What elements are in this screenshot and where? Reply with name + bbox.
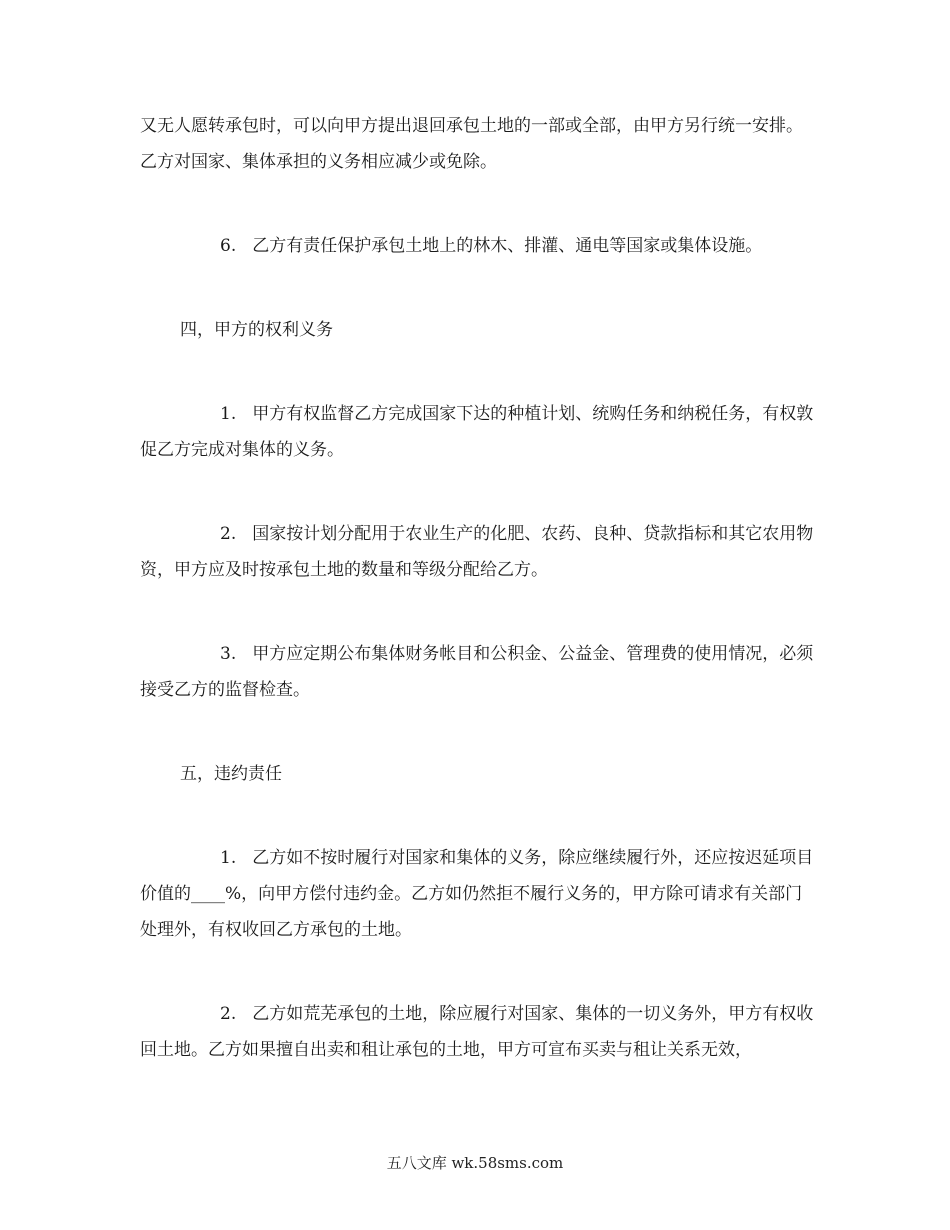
paragraph-item-4-2 [140,516,816,588]
paragraph-text: 甲方有权监督乙方完成国家下达的种植计划、统购任务和纳税任务，有权敦促乙方完成对集体的义务。 [140,404,814,460]
paragraph-item-4-3 [140,636,816,708]
paragraph-item-4-1 [140,396,816,468]
section-heading-5 [140,756,816,792]
heading-text: 四，甲方的权利义务 [180,320,333,340]
paragraph-text: 乙方有责任保护承包土地上的林木、排灌、通电等国家或集体设施。 [252,236,763,256]
item-number: 2. [220,524,237,544]
paragraph-text: 甲方应定期公布集体财务帐目和公积金、公益金、管理费的使用情况，必须接受乙方的监督检查。 [140,644,814,700]
item-number: 3. [220,644,237,664]
paragraph-text: 乙方如荒芜承包的土地，除应履行对国家、集体的一切义务外，甲方有权收回土地。乙方如果擅自出卖和租让承包的土地，甲方可宣布买卖与租让关系无效， [140,1004,814,1060]
item-number: 1. [220,848,237,868]
heading-text: 五，违约责任 [180,764,282,784]
page-footer [0,1152,950,1173]
paragraph-continuation [140,108,816,180]
item-number: 2. [220,1004,237,1024]
paragraph-text: 又无人愿转承包时，可以向甲方提出退回承包土地的一部或全部，由甲方另行统一安排。乙方对国家、集体承担的义务相应减少或免除。 [140,116,803,172]
paragraph-text: 国家按计划分配用于农业生产的化肥、农药、良种、贷款指标和其它农用物资，甲方应及时按承包土地的数量和等级分配给乙方。 [140,524,814,580]
footer-watermark-text: 五八文库 wk.58sms.com [386,1154,564,1172]
item-number: 1. [220,404,237,424]
paragraph-item-5-2 [140,996,816,1068]
document-body [140,108,816,1068]
paragraph-item-5-1 [140,840,816,948]
section-heading-4 [140,312,816,348]
paragraph-text: 乙方如不按时履行对国家和集体的义务，除应继续履行外，还应按迟延项目价值的____%，向甲方偿付违约金。乙方如仍然拒不履行义务的，甲方除可请求有关部门处理外，有权收回乙方承包的土地。 [140,848,814,940]
paragraph-item-6 [140,228,816,264]
item-number: 6. [220,236,237,256]
